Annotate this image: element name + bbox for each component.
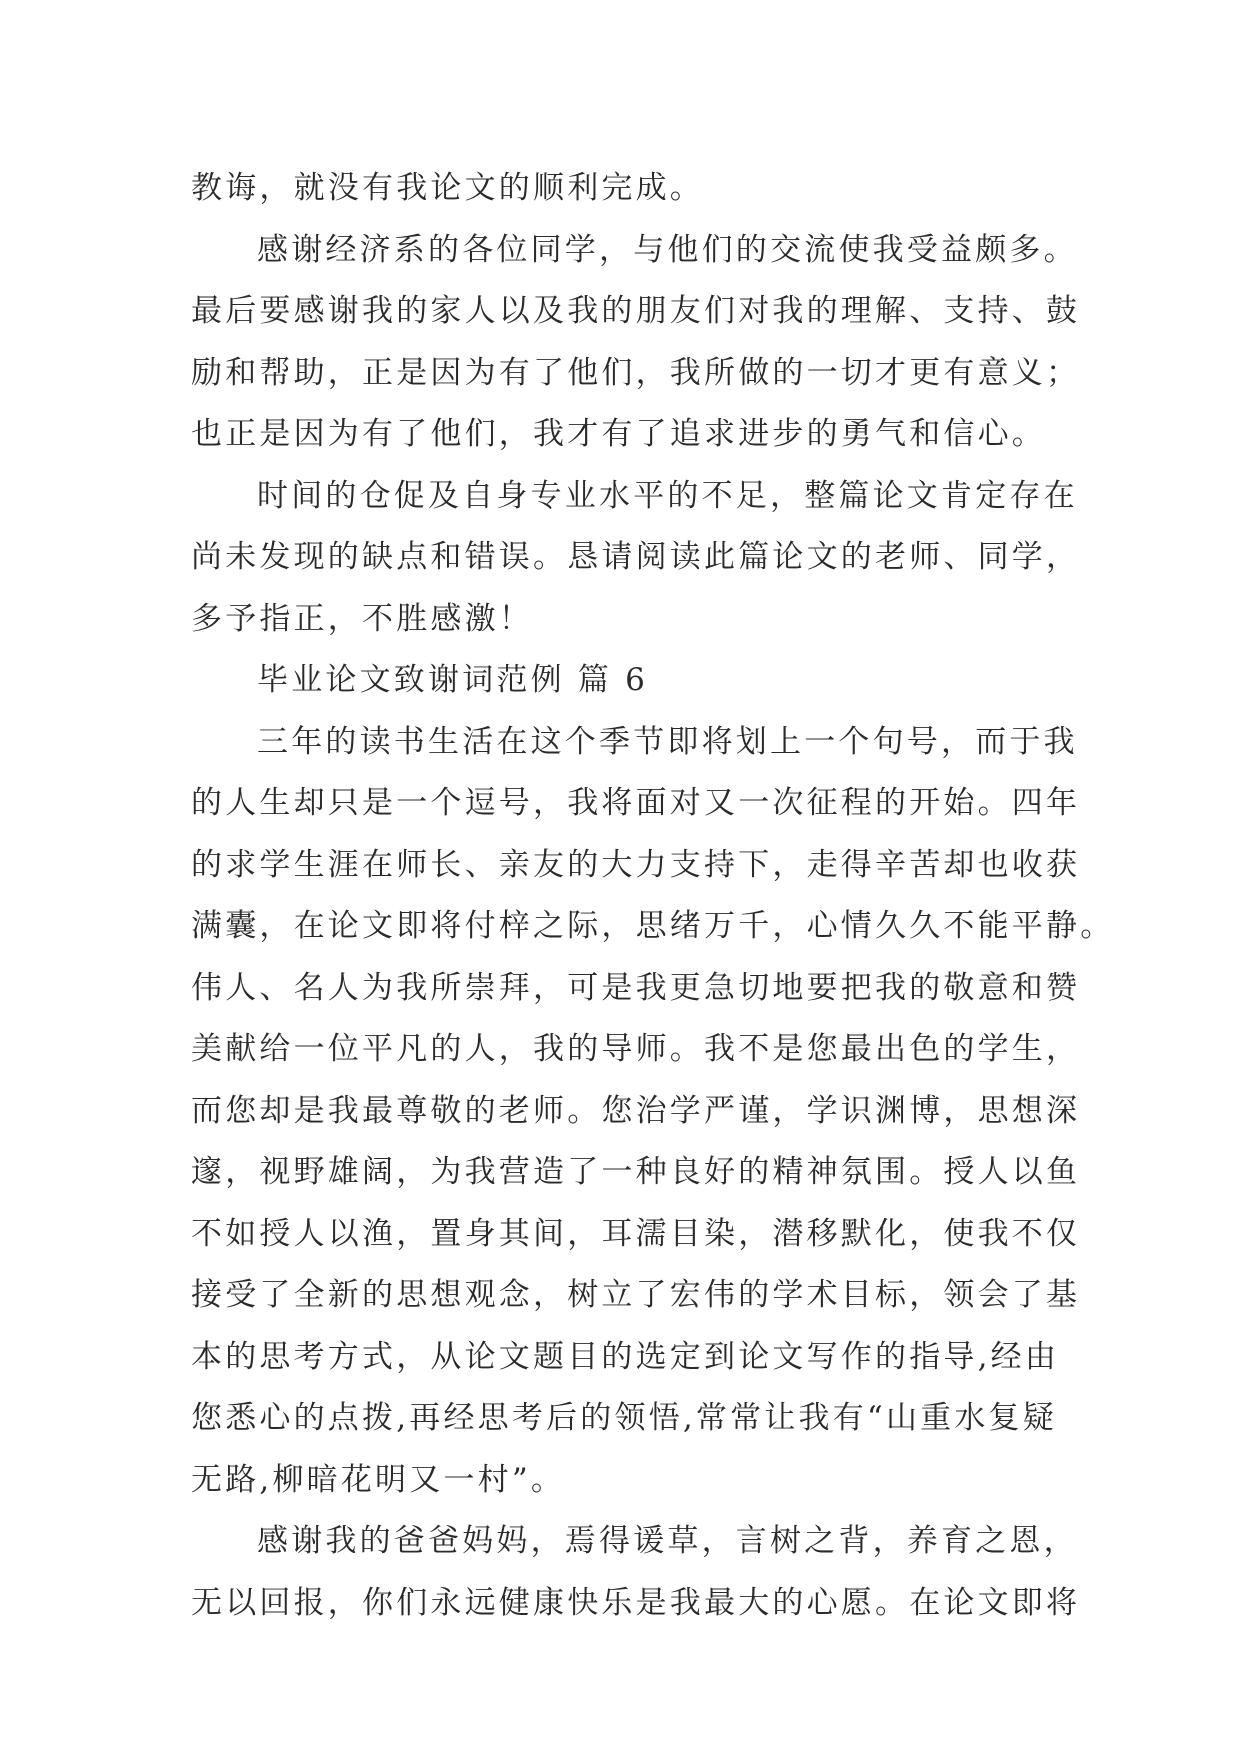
text-line: 教诲，就没有我论文的顺利完成。 xyxy=(191,170,704,206)
text-line: 也正是因为有了他们，我才有了追求进步的勇气和信心。 xyxy=(191,416,1046,452)
text-line: 而您却是我最尊敬的老师。您治学严谨，学识渊博，思想深 xyxy=(191,1092,1081,1129)
text-line: 的人生却只是一个逗号，我将面对又一次征程的开始。四年 xyxy=(191,785,1081,821)
document-body xyxy=(191,158,1115,1634)
text-line: 邃，视野雄阔，为我营造了一种良好的精神氛围。授人以鱼 xyxy=(191,1154,1081,1190)
text-line: 本的思考方式，从论文题目的选定到论文写作的指导,经由 xyxy=(191,1338,1060,1375)
paragraph-start-line: 时间的仓促及自身专业水平的不足，整篇论文肯定存在 xyxy=(257,477,1078,514)
text-line: 满囊，在论文即将付梓之际，思绪万千，心情久久不能平静。 xyxy=(191,908,1115,944)
text-line: 无路,柳暗花明又一村”。 xyxy=(191,1461,566,1498)
text-line: 的求学生涯在师长、亲友的大力支持下，走得辛苦却也收获 xyxy=(191,846,1081,883)
paragraph-start-line: 感谢经济系的各位同学，与他们的交流使我受益颇多。 xyxy=(257,231,1078,268)
text-line: 最后要感谢我的家人以及我的朋友们对我的理解、支持、鼓 xyxy=(191,293,1081,329)
text-line: 伟人、名人为我所崇拜，可是我更急切地要把我的敬意和赞 xyxy=(191,969,1081,1006)
paragraph-start-line: 三年的读书生活在这个季节即将划上一个句号，而于我 xyxy=(257,723,1078,760)
text-line: 您悉心的点拨,再经思考后的领悟,常常让我有“山重水复疑 xyxy=(191,1400,1057,1436)
text-line: 无以回报，你们永远健康快乐是我最大的心愿。在论文即将 xyxy=(191,1584,1081,1621)
text-line: 接受了全新的思想观念，树立了宏伟的学术目标，领会了基 xyxy=(191,1277,1081,1313)
text-line: 美献给一位平凡的人，我的导师。我不是您最出色的学生， xyxy=(191,1031,1081,1067)
paragraph-start-line: 感谢我的爸爸妈妈，焉得谖草，言树之背，养育之恩， xyxy=(257,1523,1078,1559)
text-line: 不如授人以渔，置身其间，耳濡目染，潜移默化，使我不仅 xyxy=(191,1215,1081,1252)
section-heading: 毕业论文致谢词范例 篇 6 xyxy=(257,662,649,698)
text-line: 励和帮助，正是因为有了他们，我所做的一切才更有意义； xyxy=(191,354,1081,391)
text-line: 尚未发现的缺点和错误。恳请阅读此篇论文的老师、同学， xyxy=(191,539,1081,575)
text-line: 多予指正，不胜感激！ xyxy=(191,600,533,637)
